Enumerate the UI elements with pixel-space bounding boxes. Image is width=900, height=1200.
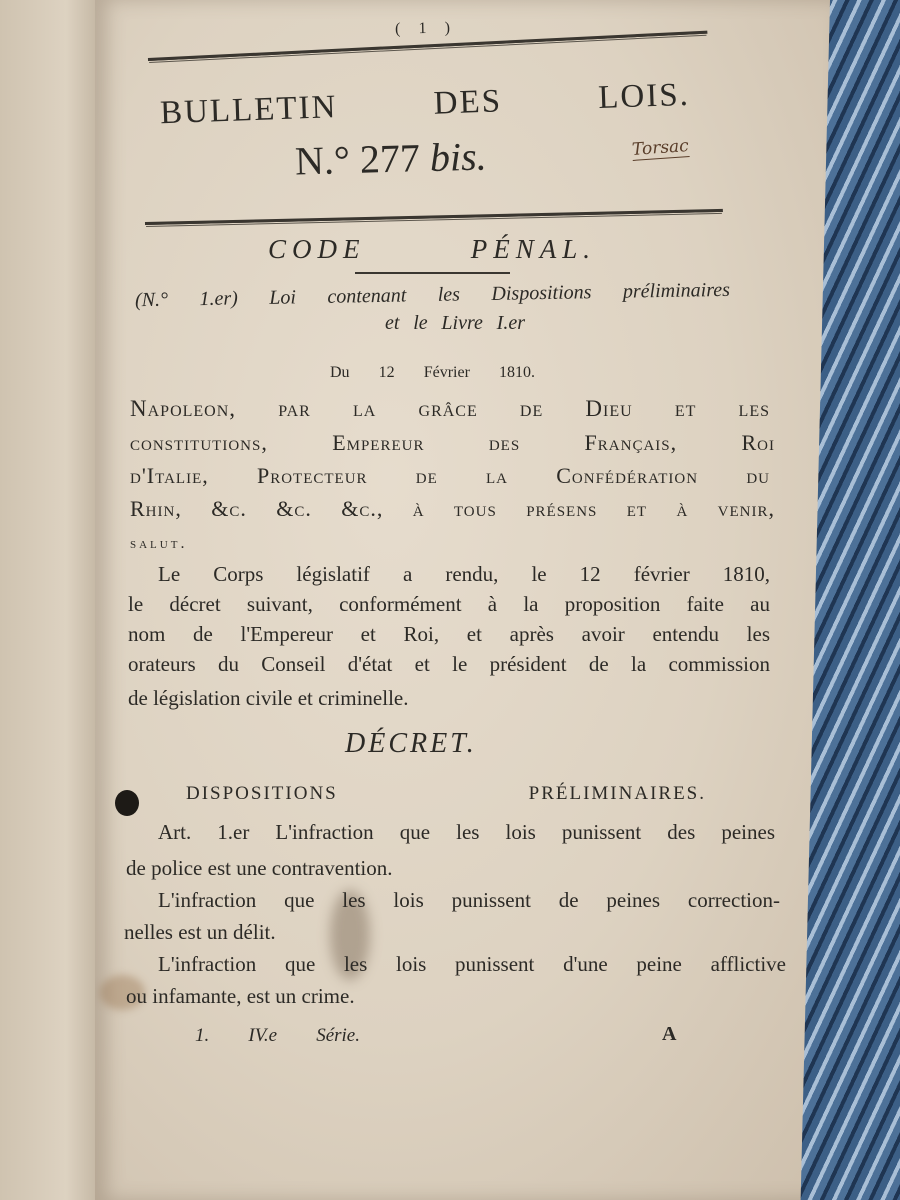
law-subtitle-line2: et le Livre I.er xyxy=(385,312,525,334)
article-line: nelles est un délit. xyxy=(124,920,276,944)
law-subtitle-line1: (N.° 1.er) Loi contenant les Dispositions préliminaires xyxy=(134,278,731,312)
bulletin-title: BULLETIN DES LOIS. xyxy=(159,76,691,132)
code-title: CODE PÉNAL. xyxy=(268,234,596,264)
preamble-line: Rhin, &c. &c. &c., à tous présens et à venir, xyxy=(130,496,775,521)
bulletin-number xyxy=(294,133,487,185)
preamble-line: constitutions, Empereur des Français, Roi xyxy=(130,430,775,455)
signature-mark: 1. IV.e Série. xyxy=(195,1025,360,1046)
page-number: ( 1 ) xyxy=(394,19,451,38)
decree-heading: DÉCRET. xyxy=(345,728,477,759)
intro-line: le décret suivant, conformément à la proposition faite au xyxy=(128,592,770,616)
gathering-letter: A xyxy=(662,1023,677,1045)
preamble-line: Napoleon, par la grâce de Dieu et les xyxy=(130,396,770,421)
article-line: L'infraction que les lois punissent de peines correction- xyxy=(158,888,780,912)
left-page-edge xyxy=(0,0,110,1200)
intro-line: de législation civile et criminelle. xyxy=(128,686,409,710)
intro-line: orateurs du Conseil d'état et le président de la commission xyxy=(128,652,770,676)
number-suffix: bis. xyxy=(429,133,488,180)
preamble-line: d'Italie, Protecteur de la Confédération du xyxy=(130,463,770,488)
law-date: Du 12 Février 1810. xyxy=(330,364,535,381)
handwritten-note: Torsac xyxy=(631,136,690,160)
intro-line: nom de l'Empereur et Roi, et après avoir entendu les xyxy=(128,622,770,646)
intro-line: Le Corps législatif a rendu, le 12 février 1810, xyxy=(158,562,770,586)
article-line: ou infamante, est un crime. xyxy=(126,984,355,1008)
ink-stain xyxy=(115,790,139,816)
number-text: N.° 277 xyxy=(294,135,421,184)
article-line: de police est une contravention. xyxy=(126,856,393,880)
section-heading: DISPOSITIONS PRÉLIMINAIRES. xyxy=(186,783,706,804)
title-short-rule xyxy=(355,272,510,274)
article-line: Art. 1.er L'infraction que les lois punissent des peines xyxy=(158,820,775,844)
article-line: L'infraction que les lois punissent d'une peine afflictive xyxy=(158,952,786,976)
preamble-salut: salut. xyxy=(130,535,188,552)
